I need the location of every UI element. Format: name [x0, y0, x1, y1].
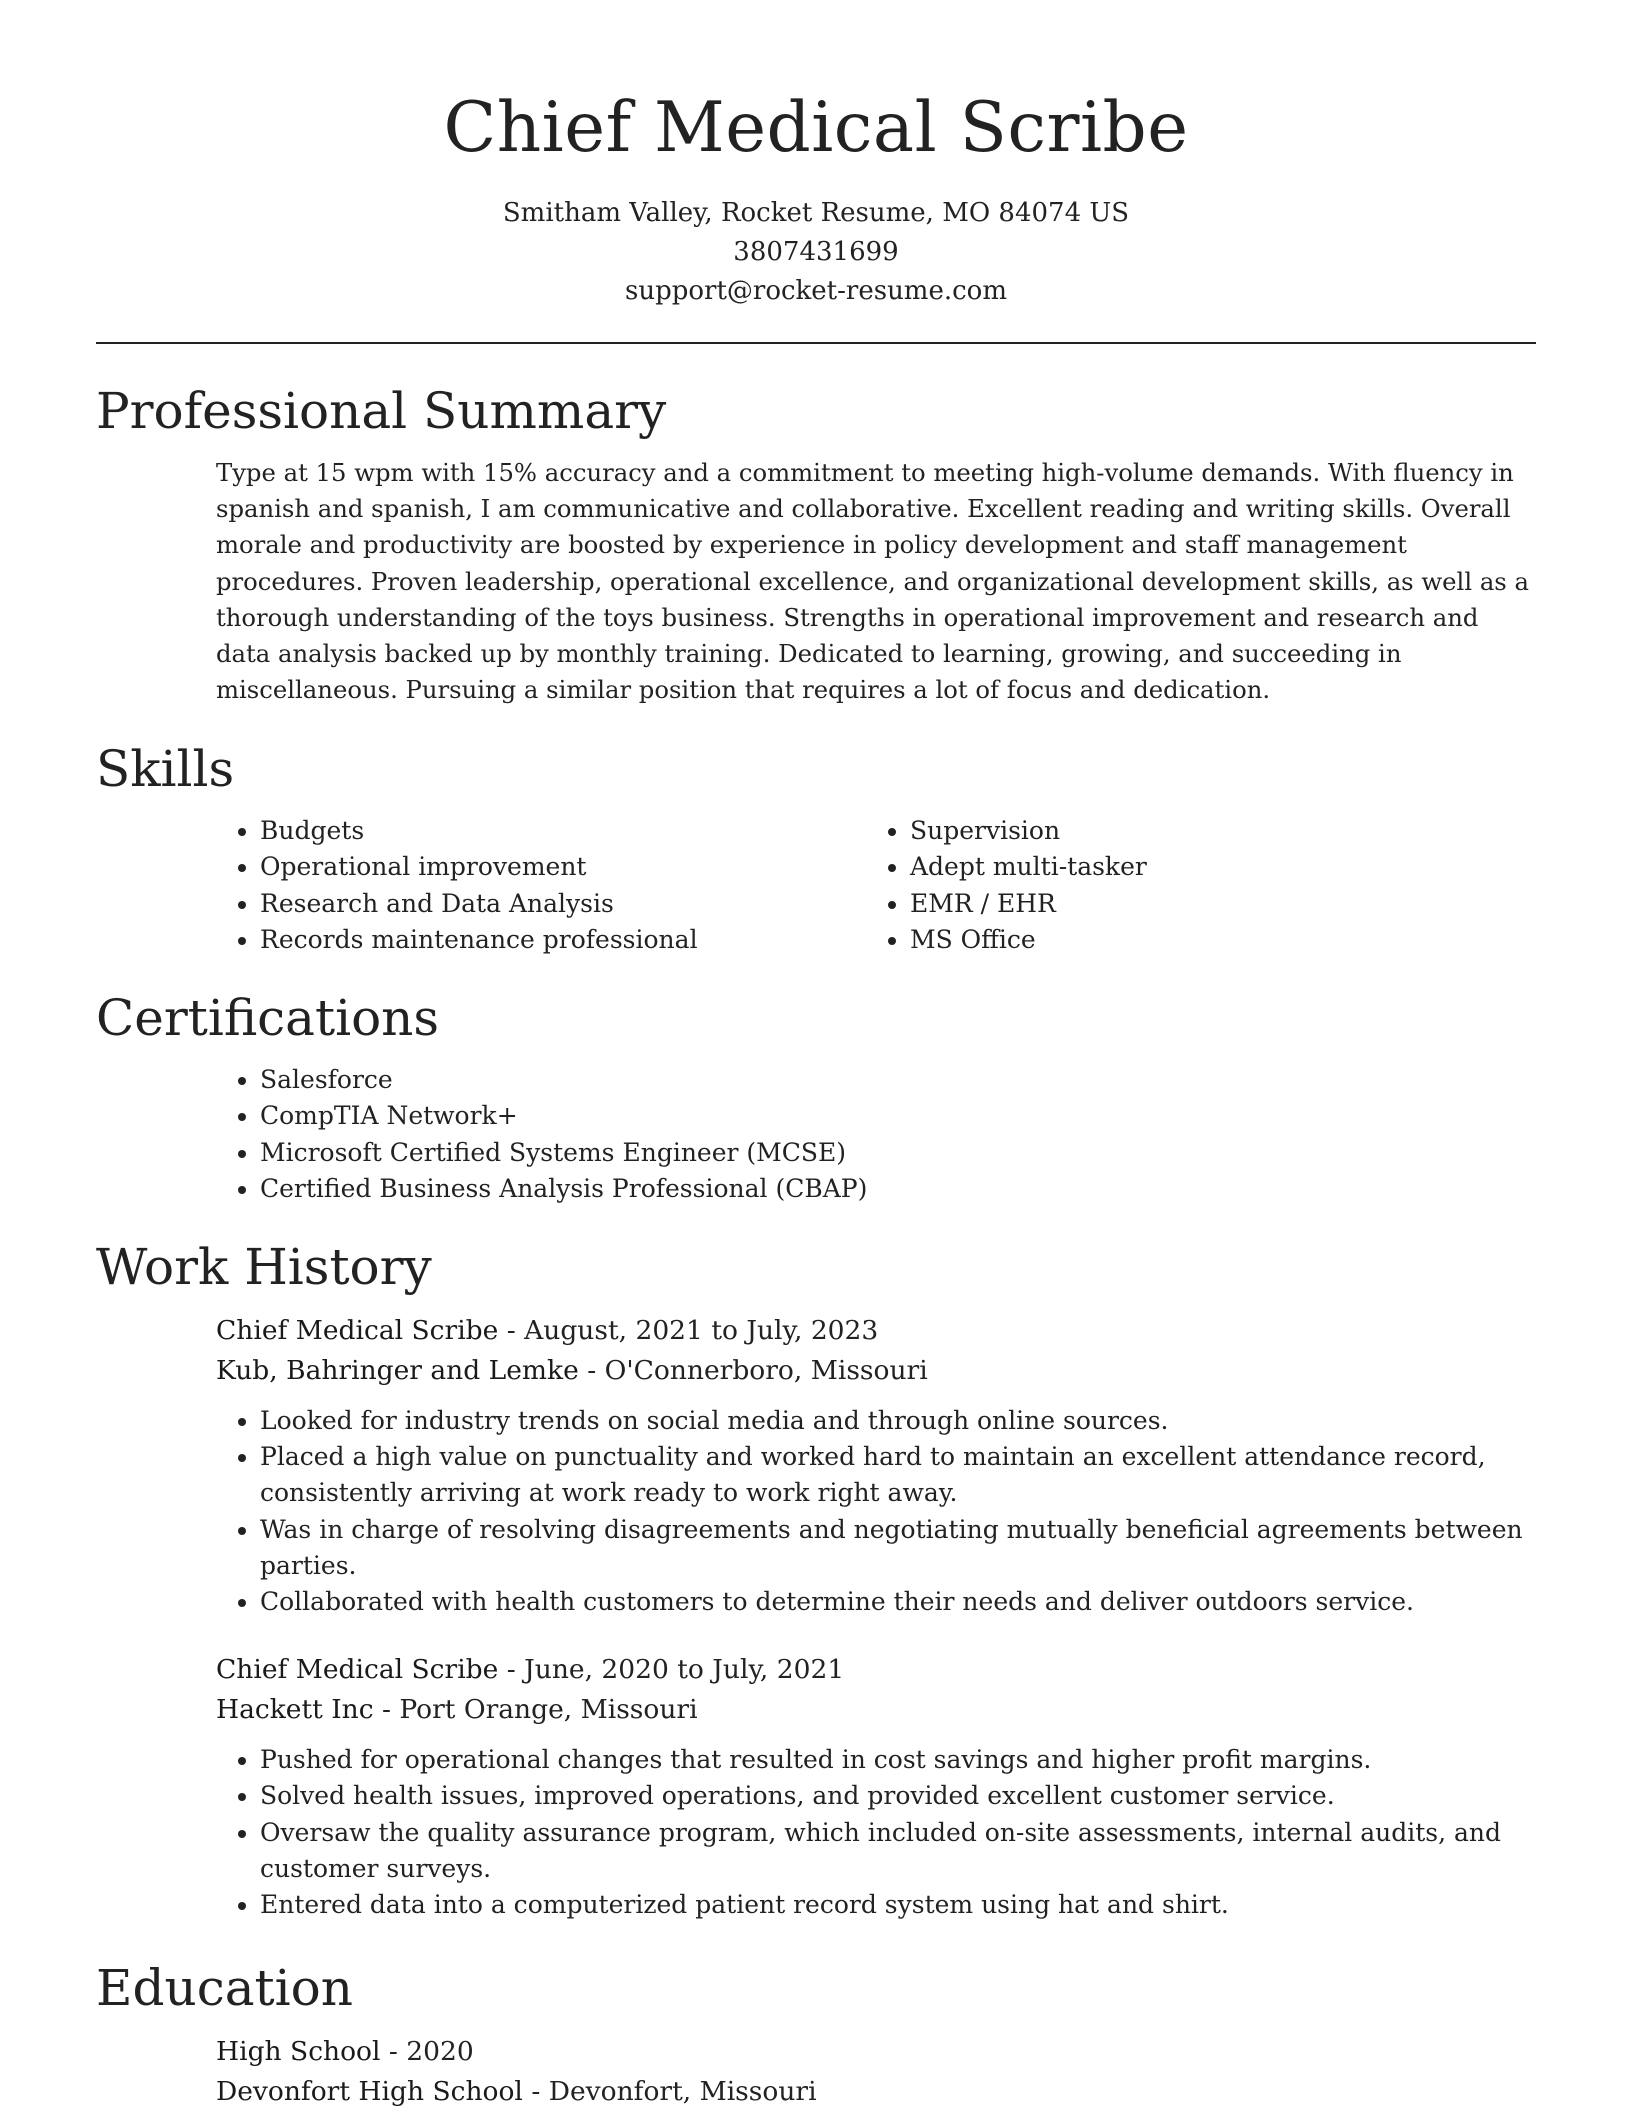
certifications-list — [216, 1062, 1536, 1207]
summary-text: Type at 15 wpm with 15% accuracy and a commitment to meeting high-volume demands. With fluency in spanish and spanish, I am communicative and collaborative. Excellent reading and writing skills. Overall morale and productivity are boosted by experience in policy development and staff management procedures. Proven leadership, operational excellence, and organizational development skills, as well as a thorough understanding of the toys business. Strengths in operational improvement and research and data analysis backed up by monthly training. Dedicated to learning, growing, and succeeding in miscellaneous. Pursuing a similar position that requires a lot of focus and dedication. — [216, 458, 1529, 705]
skill-item: • Supervision — [910, 813, 1516, 849]
school-location: - Devonfort, Missouri — [522, 2076, 817, 2107]
school: Devonfort High School — [216, 2076, 523, 2107]
certification-item: • Microsoft Certified Systems Engineer (MCSE) — [260, 1135, 1536, 1171]
skills-list-right — [866, 813, 1516, 958]
email: support@rocket-resume.com — [624, 276, 1007, 306]
job-bullet: • Solved health issues, improved operations, and provided excellent customer service. — [260, 1778, 1536, 1814]
address: Smitham Valley, Rocket Resume, MO 84074 US — [502, 198, 1130, 228]
phone: 3807431699 — [733, 237, 899, 267]
job-bullet: • Entered data into a computerized patient record system using hat and shirt. — [260, 1887, 1536, 1923]
job-bullet: • Placed a high value on punctuality and worked hard to maintain an excellent attendance record, consistently arriving at work ready to work right away. — [260, 1439, 1536, 1511]
job-bullets — [216, 1403, 1536, 1620]
skills-title: Skills — [96, 740, 235, 798]
job-role-line — [216, 1650, 1536, 1690]
summary-section — [96, 381, 1536, 708]
skill-item: • Research and Data Analysis — [260, 886, 866, 922]
skills-list-left — [216, 813, 866, 958]
job-bullets — [216, 1742, 1536, 1923]
certification-item: • Certified Business Analysis Professional (CBAP) — [260, 1171, 1536, 1207]
job-location: - Port Orange, Missouri — [373, 1694, 698, 1726]
job-bullet: • Collaborated with health customers to determine their needs and deliver outdoors service. — [260, 1584, 1536, 1620]
job-bullet: • Oversaw the quality assurance program, which included on-site assessments, internal audits, and customer surveys. — [260, 1815, 1536, 1887]
job-bullet: • Was in charge of resolving disagreements and negotiating mutually beneficial agreements between parties. — [260, 1512, 1536, 1584]
skills-grid — [216, 813, 1536, 958]
job-company-line — [216, 1690, 1536, 1730]
skill-item: • MS Office — [910, 922, 1516, 958]
job-entry — [216, 1650, 1536, 1923]
job-company: Kub, Bahringer and Lemke — [216, 1355, 579, 1386]
job-role: Chief Medical Scribe — [216, 1315, 499, 1346]
degree: High School — [216, 2036, 381, 2067]
certifications-title: Certifications — [96, 989, 440, 1047]
certification-item: • CompTIA Network+ — [260, 1098, 1536, 1134]
certification-item: • Salesforce — [260, 1062, 1536, 1098]
job-bullet: • Pushed for operational changes that resulted in cost savings and higher profit margins. — [260, 1742, 1536, 1778]
skill-item: • EMR / EHR — [910, 886, 1516, 922]
job-entry — [216, 1311, 1536, 1620]
job-dates: - June, 2020 to July, 2021 — [498, 1654, 845, 1686]
job-location: - O'Connerboro, Missouri — [578, 1355, 928, 1386]
job-dates: - August, 2021 to July, 2023 — [498, 1315, 879, 1346]
job-role: Chief Medical Scribe — [216, 1654, 499, 1686]
job-bullet: • Looked for industry trends on social media and through online sources. — [260, 1403, 1536, 1439]
skill-item: • Records maintenance professional — [260, 922, 866, 958]
candidate-name: Chief Medical Scribe — [443, 88, 1189, 168]
skill-item: • Adept multi-tasker — [910, 849, 1516, 885]
job-company-line — [216, 1351, 1536, 1391]
certifications-section — [96, 988, 1536, 1207]
summary-title: Professional Summary — [96, 382, 667, 440]
degree-line — [216, 2032, 1536, 2072]
education-title: Education — [96, 1959, 353, 2017]
job-company: Hackett Inc — [216, 1694, 374, 1726]
contact-info — [0, 194, 1632, 311]
school-line — [216, 2072, 1536, 2112]
skill-item: • Operational improvement — [260, 849, 866, 885]
job-role-line — [216, 1311, 1536, 1351]
skills-section — [96, 739, 1536, 958]
work-history-section — [96, 1237, 1536, 1923]
education-entry — [216, 2032, 1536, 2112]
graduation-year: - 2020 — [380, 2036, 474, 2067]
work-history-title: Work History — [96, 1238, 432, 1296]
skill-item: • Budgets — [260, 813, 866, 849]
resume-header — [0, 0, 1632, 311]
header-divider — [96, 342, 1536, 344]
education-section — [96, 1958, 1536, 2112]
